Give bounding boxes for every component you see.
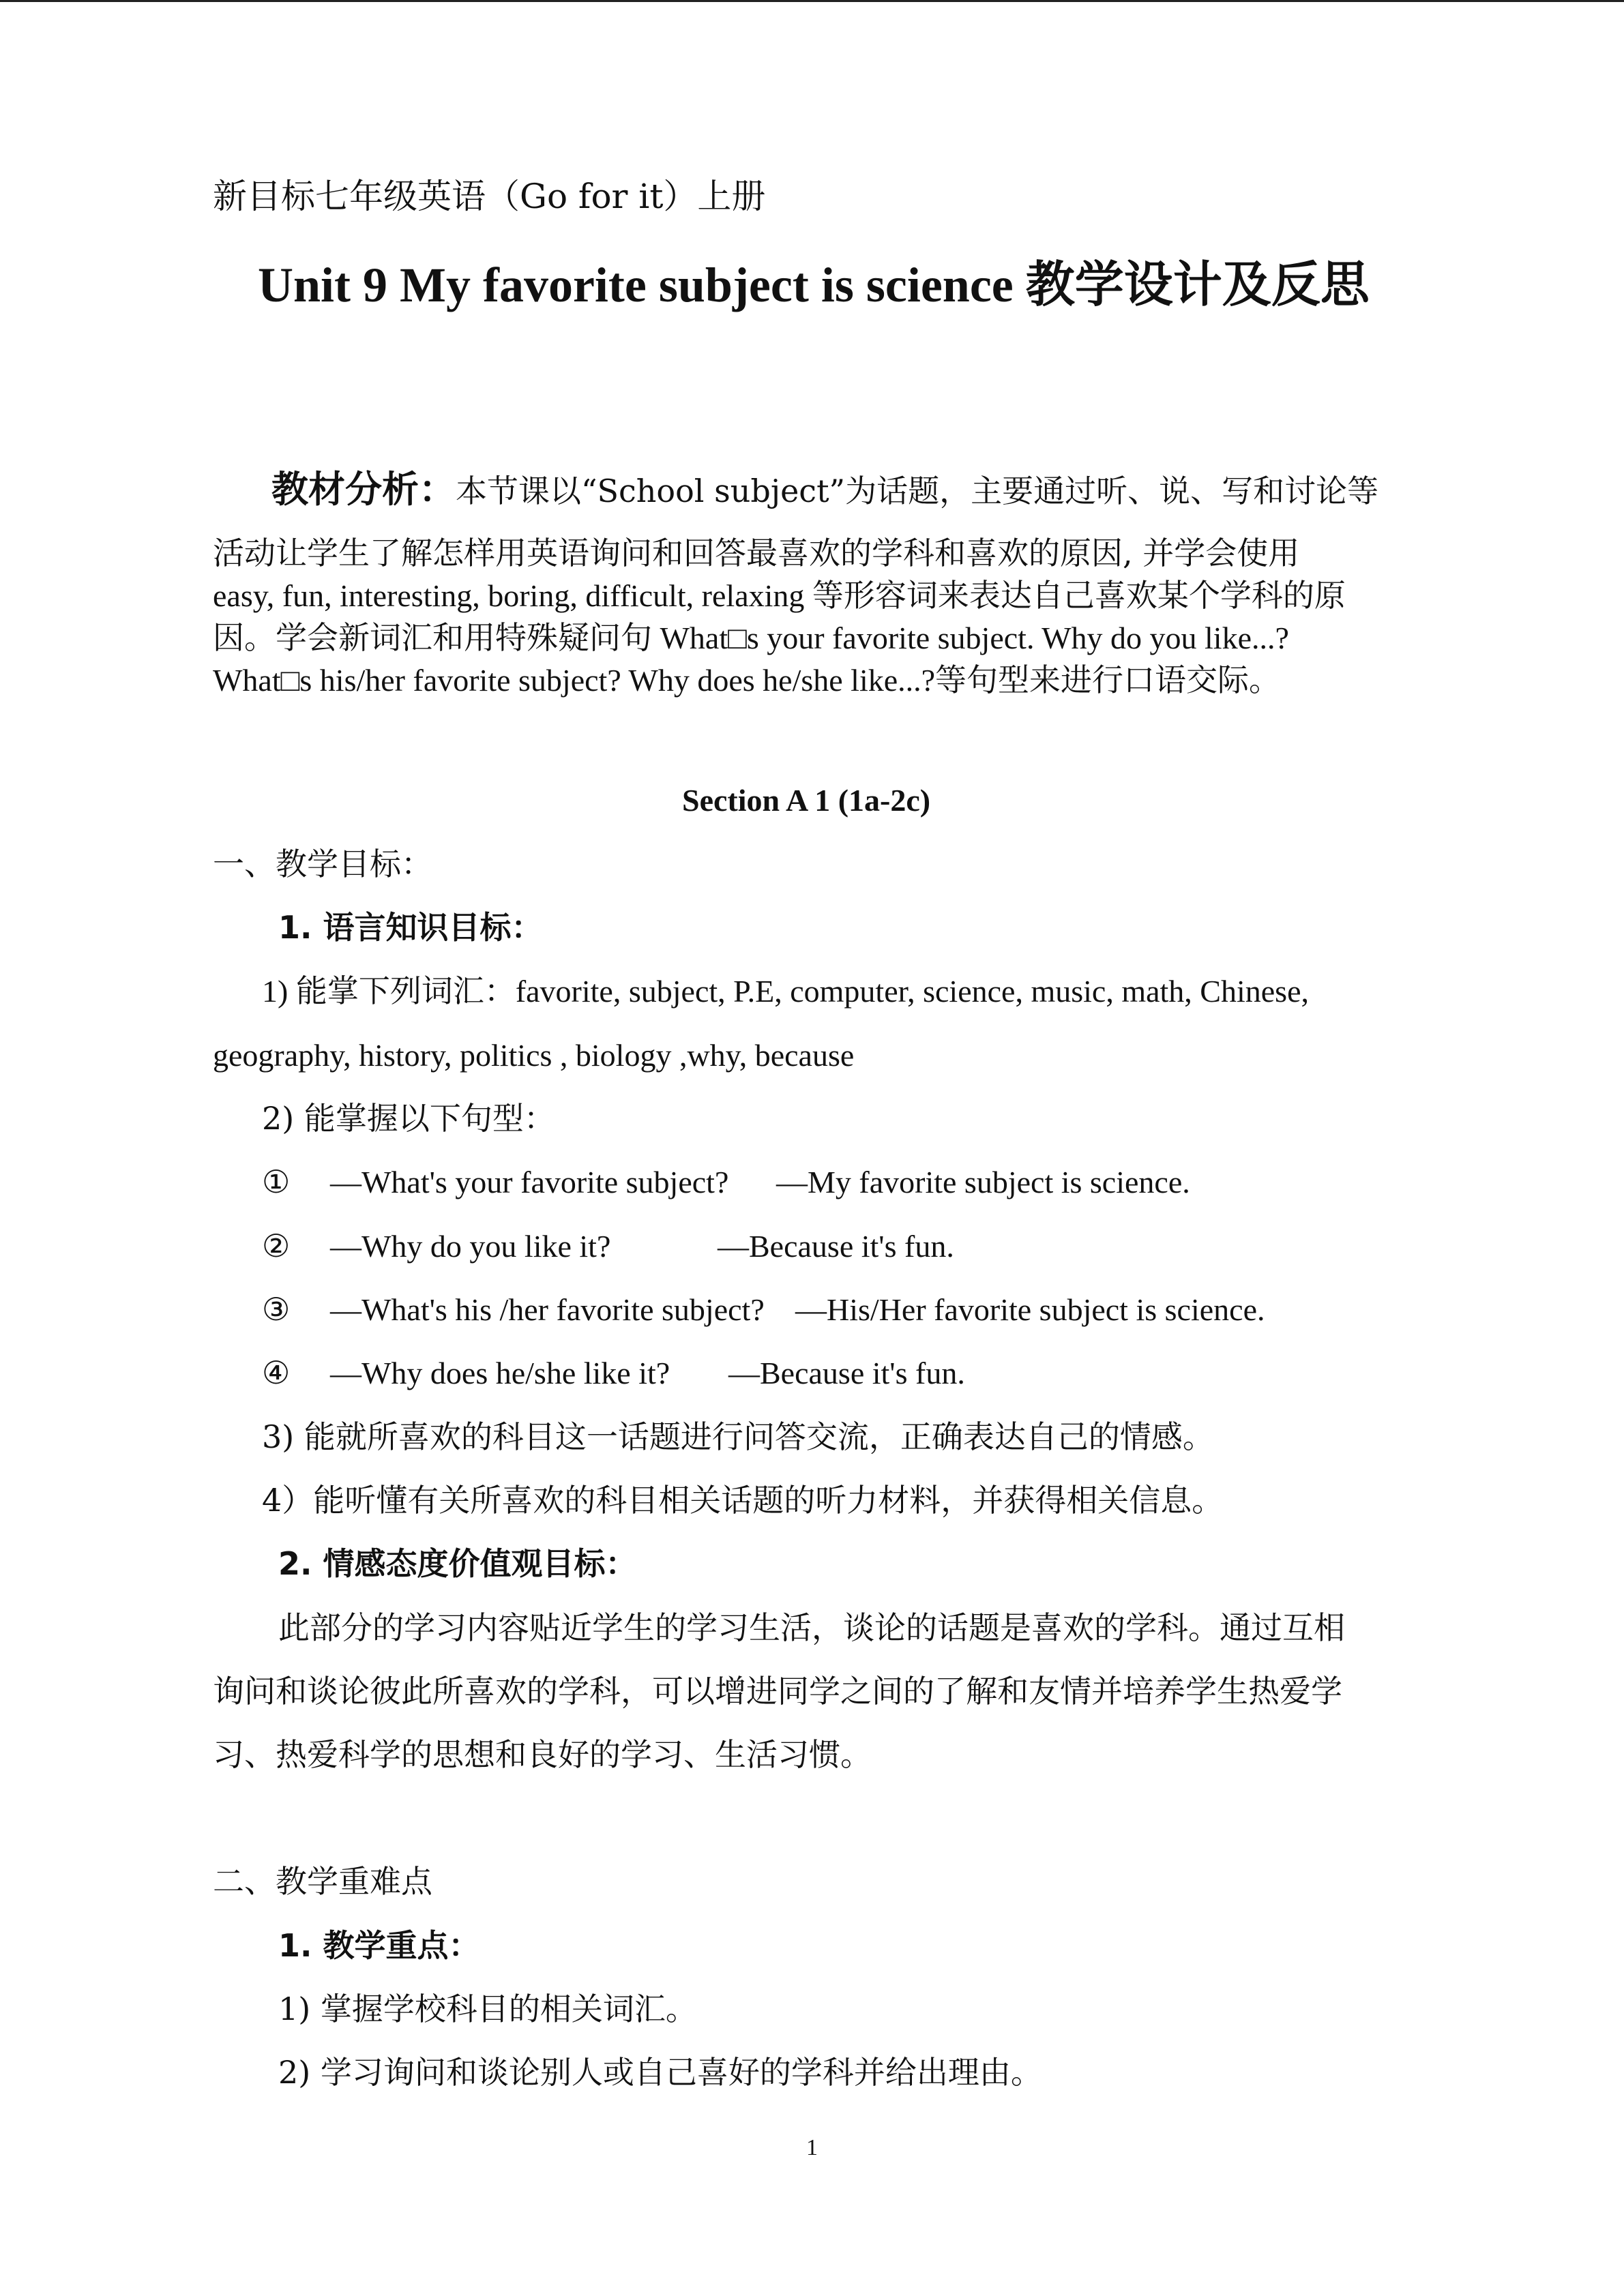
pattern-mark-3: ③ bbox=[262, 1292, 291, 1327]
analysis-label: 教材分析： bbox=[271, 468, 456, 511]
pattern-mark-1: ① bbox=[262, 1165, 291, 1199]
part1-item3: 3) 能就所喜欢的科目这一话题进行问答交流，正确表达自己的情感。 bbox=[262, 1418, 1214, 1455]
part1-para-line-3: 习、热爱科学的思想和良好的学习、生活习惯。 bbox=[213, 1736, 872, 1773]
part1-para-line-1: 此部分的学习内容贴近学生的学习生活，谈论的话题是喜欢的学科。通过互相 bbox=[278, 1609, 1345, 1646]
pattern-mark-4: ④ bbox=[262, 1356, 291, 1390]
document-title: Unit 9 My favorite subject is science 教学设计及反思 bbox=[258, 258, 1370, 312]
part1-item1-line1: 1) 能掌下列词汇：favorite, subject, P.E, computer, science, music, math, Chinese, bbox=[262, 974, 1310, 1009]
pattern-question-4: —Why does he/she like it? bbox=[330, 1356, 670, 1390]
part2-heading: 二、教学重难点 bbox=[213, 1863, 432, 1900]
pattern-answer-2: —Because it's fun. bbox=[718, 1229, 954, 1264]
pattern-row-2 bbox=[262, 1227, 954, 1265]
document-subtitle: 新目标七年级英语（Go for it）上册 bbox=[213, 177, 766, 216]
pattern-question-3: —What's his /her favorite subject? bbox=[330, 1292, 765, 1327]
pattern-answer-3: —His/Her favorite subject is science. bbox=[795, 1292, 1265, 1327]
part1-item1-line2: geography, history, politics , biology ,why, because bbox=[213, 1038, 855, 1073]
analysis-line-4: 因。学会新词汇和用特殊疑问句 What□s your favorite subject. Why do you like...? bbox=[213, 621, 1289, 655]
analysis-line-5: What□s his/her favorite subject? Why does he/she like...?等句型来进行口语交际。 bbox=[213, 663, 1281, 698]
part1-heading: 一、教学目标： bbox=[213, 846, 432, 882]
pattern-mark-2: ② bbox=[262, 1229, 291, 1264]
pattern-answer-1: —My favorite subject is science. bbox=[776, 1165, 1190, 1199]
part2-item2: 2) 学习询问和谈论别人或自己喜好的学科并给出理由。 bbox=[278, 2054, 1042, 2091]
page-number: 1 bbox=[806, 2135, 818, 2160]
part1-item2: 2) 能掌握以下句型： bbox=[262, 1100, 555, 1137]
part2-item1: 1) 掌握学校科目的相关词汇。 bbox=[278, 1991, 697, 2027]
pattern-row-4 bbox=[262, 1354, 965, 1392]
part1-sub2-heading: 2. 情感态度价值观目标： bbox=[278, 1545, 637, 1582]
pattern-question-2: —Why do you like it? bbox=[330, 1229, 611, 1264]
analysis-line-2: 活动让学生了解怎样用英语询问和回答最喜欢的学科和喜欢的原因, 并学会使用 bbox=[213, 535, 1300, 571]
part2-sub1-heading: 1. 教学重点： bbox=[278, 1927, 480, 1964]
part1-sub1-heading: 1. 语言知识目标： bbox=[278, 909, 543, 946]
part1-item4: 4）能听懂有关所喜欢的科目相关话题的听力材料，并获得相关信息。 bbox=[262, 1482, 1224, 1519]
pattern-row-3 bbox=[262, 1291, 1265, 1328]
analysis-line-1: 本节课以“School subject”为话题，主要通过听、说、写和讨论等 bbox=[456, 473, 1379, 509]
analysis-first-line bbox=[271, 468, 1378, 512]
pattern-answer-4: —Because it's fun. bbox=[728, 1356, 965, 1390]
part1-para-line-2: 询问和谈论彼此所喜欢的学科，可以增进同学之间的了解和友情并培养学生热爱学 bbox=[213, 1673, 1342, 1710]
section-heading: Section A 1 (1a-2c) bbox=[682, 783, 931, 818]
analysis-line-3: easy, fun, interesting, boring, difficult, relaxing 等形容词来表达自己喜欢某个学科的原 bbox=[213, 578, 1346, 613]
pattern-question-1: —What's your favorite subject? bbox=[330, 1165, 729, 1199]
pattern-row-1 bbox=[262, 1163, 1190, 1201]
top-border-line bbox=[0, 0, 1624, 2]
